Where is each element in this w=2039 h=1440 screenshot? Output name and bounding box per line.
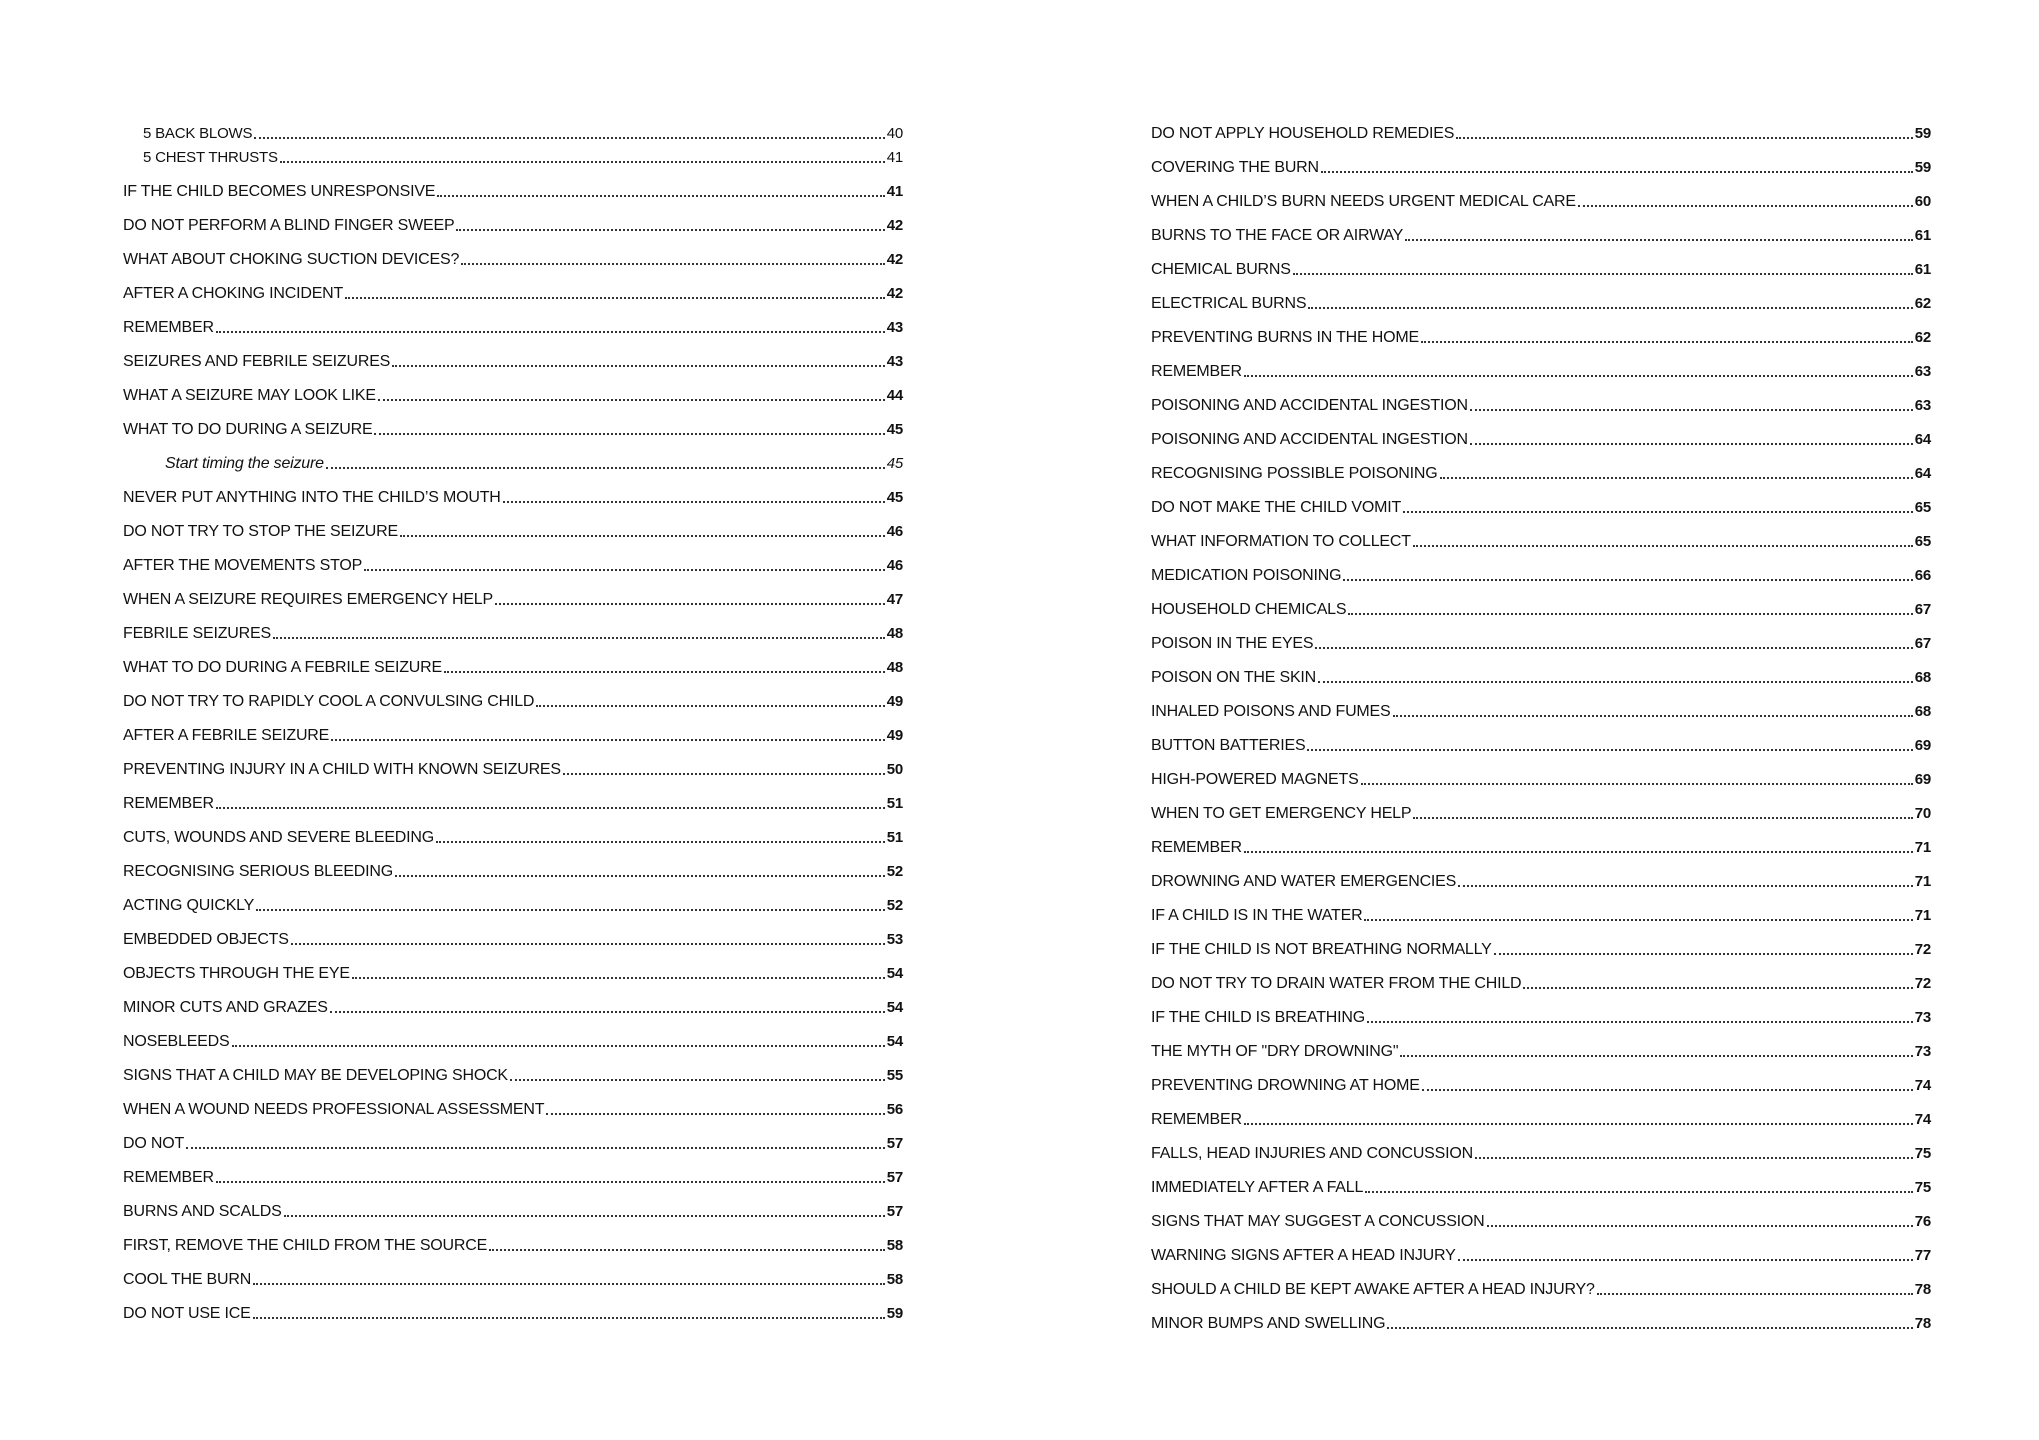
toc-entry-page-number: 62 — [1914, 329, 1931, 346]
toc-entry-title: HOUSEHOLD CHEMICALS — [1151, 601, 1347, 618]
toc-entry — [123, 792, 903, 816]
toc-entry-page-number: 67 — [1914, 635, 1931, 652]
toc-entry — [1151, 360, 1931, 384]
toc-entry-page-number: 74 — [1914, 1077, 1931, 1094]
dot-leader — [536, 704, 884, 707]
dot-leader — [364, 568, 885, 571]
toc-entry — [1151, 870, 1931, 894]
toc-entry-title: PREVENTING INJURY IN A CHILD WITH KNOWN SEIZURES — [123, 761, 561, 778]
dot-leader — [1365, 1190, 1913, 1193]
toc-entry-page-number: 50 — [886, 761, 903, 778]
toc-entry — [1151, 326, 1931, 350]
toc-entry — [1151, 904, 1931, 928]
toc-entry — [123, 1064, 903, 1088]
toc-entry-title: ELECTRICAL BURNS — [1151, 295, 1307, 312]
dot-leader — [256, 908, 885, 911]
toc-entry-page-number: 49 — [886, 727, 903, 744]
toc-entry — [123, 554, 903, 578]
toc-entry-title: NEVER PUT ANYTHING INTO THE CHILD’S MOUTH — [123, 489, 501, 506]
dot-leader — [1393, 714, 1913, 717]
toc-entry — [123, 1234, 903, 1258]
toc-entry — [123, 520, 903, 544]
toc-entry-title: CUTS, WOUNDS AND SEVERE BLEEDING — [123, 829, 434, 846]
toc-entry-title: WHAT ABOUT CHOKING SUCTION DEVICES? — [123, 251, 460, 268]
dot-leader — [1244, 850, 1913, 853]
dot-leader — [489, 1248, 885, 1251]
dot-leader — [273, 636, 885, 639]
toc-entry — [1151, 224, 1931, 248]
dot-leader — [1475, 1156, 1913, 1159]
dot-leader — [1308, 306, 1912, 309]
dot-leader — [1403, 510, 1913, 513]
toc-entry-page-number: 44 — [886, 387, 903, 404]
dot-leader — [331, 738, 885, 741]
toc-entry-page-number: 55 — [886, 1067, 903, 1084]
toc-entry-title: PREVENTING BURNS IN THE HOME — [1151, 329, 1419, 346]
toc-entry-page-number: 78 — [1914, 1281, 1931, 1298]
toc-entry-page-number: 58 — [886, 1271, 903, 1288]
toc-entry — [1151, 632, 1931, 656]
dot-leader — [216, 330, 885, 333]
dot-leader — [1413, 544, 1913, 547]
toc-entry-page-number: 76 — [1914, 1213, 1931, 1230]
toc-entry — [123, 1200, 903, 1224]
toc-entry-page-number: 52 — [886, 897, 903, 914]
toc-entry-title: WARNING SIGNS AFTER A HEAD INJURY — [1151, 1247, 1456, 1264]
toc-entry — [123, 724, 903, 748]
toc-entry-page-number: 41 — [886, 149, 903, 166]
toc-entry-title: DO NOT TRY TO RAPIDLY COOL A CONVULSING CHILD — [123, 693, 535, 710]
dot-leader — [280, 160, 885, 163]
toc-entry-page-number: 70 — [1914, 805, 1931, 822]
toc-entry-title: DO NOT — [123, 1135, 185, 1152]
toc-entry-title: ACTING QUICKLY — [123, 897, 255, 914]
toc-entry-title: OBJECTS THROUGH THE EYE — [123, 965, 350, 982]
toc-entry — [123, 452, 903, 476]
toc-entry-title: Start timing the seizure — [165, 455, 324, 472]
toc-entry-title: FALLS, HEAD INJURIES AND CONCUSSION — [1151, 1145, 1473, 1162]
dot-leader — [1413, 816, 1912, 819]
toc-entry — [1151, 1244, 1931, 1268]
toc-entry-page-number: 46 — [886, 557, 903, 574]
toc-entry — [1151, 836, 1931, 860]
toc-entry — [123, 1268, 903, 1292]
toc-entry-title: NOSEBLEEDS — [123, 1033, 230, 1050]
toc-entry-page-number: 43 — [886, 353, 903, 370]
toc-entry — [123, 690, 903, 714]
dot-leader — [563, 772, 885, 775]
toc-entry-page-number: 62 — [1914, 295, 1931, 312]
toc-entry-page-number: 53 — [886, 931, 903, 948]
toc-entry-page-number: 65 — [1914, 499, 1931, 516]
dot-leader — [330, 1010, 885, 1013]
toc-entry-page-number: 61 — [1914, 261, 1931, 278]
dot-leader — [1421, 340, 1913, 343]
dot-leader — [1307, 748, 1912, 751]
dot-leader — [1470, 408, 1913, 411]
dot-leader — [374, 432, 884, 435]
toc-entry-page-number: 67 — [1914, 601, 1931, 618]
toc-entry-page-number: 63 — [1914, 397, 1931, 414]
dot-leader — [232, 1044, 885, 1047]
toc-entry — [123, 248, 903, 272]
toc-entry-title: REMEMBER — [1151, 363, 1242, 380]
toc-entry-page-number: 45 — [886, 455, 903, 472]
toc-entry — [123, 996, 903, 1020]
toc-entry-page-number: 49 — [886, 693, 903, 710]
dot-leader — [546, 1112, 884, 1115]
toc-entry-page-number: 45 — [886, 421, 903, 438]
toc-entry-page-number: 78 — [1914, 1315, 1931, 1332]
toc-entry-title: DO NOT APPLY HOUSEHOLD REMEDIES — [1151, 125, 1455, 142]
toc-entry — [1151, 1142, 1931, 1166]
toc-entry — [1151, 564, 1931, 588]
toc-entry-page-number: 68 — [1914, 669, 1931, 686]
toc-entry-page-number: 77 — [1914, 1247, 1931, 1264]
toc-entry-title: SHOULD A CHILD BE KEPT AWAKE AFTER A HEAD INJURY? — [1151, 1281, 1595, 1298]
toc-entry-title: WHAT TO DO DURING A FEBRILE SEIZURE — [123, 659, 442, 676]
dot-leader — [1318, 680, 1913, 683]
toc-entry — [123, 860, 903, 884]
toc-entry — [123, 656, 903, 680]
toc-entry-title: RECOGNISING SERIOUS BLEEDING — [123, 863, 394, 880]
toc-entry-title: WHEN A SEIZURE REQUIRES EMERGENCY HELP — [123, 591, 493, 608]
toc-entry-title: AFTER A CHOKING INCIDENT — [123, 285, 344, 302]
toc-entry-title: DO NOT USE ICE — [123, 1305, 251, 1322]
toc-entry-title: WHEN A CHILD’S BURN NEEDS URGENT MEDICAL CARE — [1151, 193, 1576, 210]
toc-entry-title: COOL THE BURN — [123, 1271, 252, 1288]
toc-entry — [123, 758, 903, 782]
toc-entry-title: IF THE CHILD IS BREATHING — [1151, 1009, 1365, 1026]
dot-leader — [1440, 476, 1913, 479]
toc-entry — [123, 180, 903, 204]
dot-leader — [392, 364, 885, 367]
dot-leader — [1494, 952, 1913, 955]
toc-entry-page-number: 48 — [886, 625, 903, 642]
dot-leader — [395, 874, 885, 877]
toc-entry-page-number: 66 — [1914, 567, 1931, 584]
toc-entry-title: RECOGNISING POSSIBLE POISONING — [1151, 465, 1438, 482]
dot-leader — [1487, 1224, 1913, 1227]
dot-leader — [436, 840, 885, 843]
toc-entry-page-number: 46 — [886, 523, 903, 540]
toc-entry — [1151, 292, 1931, 316]
toc-entry — [1151, 802, 1931, 826]
toc-entry-title: SIGNS THAT A CHILD MAY BE DEVELOPING SHOCK — [123, 1067, 508, 1084]
toc-entry-title: BURNS TO THE FACE OR AIRWAY — [1151, 227, 1404, 244]
dot-leader — [444, 670, 885, 673]
dot-leader — [456, 228, 884, 231]
dot-leader — [1244, 1122, 1913, 1125]
toc-entry-page-number: 73 — [1914, 1043, 1931, 1060]
toc-entry — [123, 316, 903, 340]
toc-entry — [1151, 700, 1931, 724]
toc-entry — [123, 588, 903, 612]
toc-entry — [123, 122, 903, 146]
toc-entry — [1151, 1074, 1931, 1098]
toc-entry-page-number: 54 — [886, 1033, 903, 1050]
toc-entry-title: REMEMBER — [123, 795, 214, 812]
toc-entry — [1151, 496, 1931, 520]
dot-leader — [1387, 1326, 1912, 1329]
toc-entry-page-number: 75 — [1914, 1145, 1931, 1162]
dot-leader — [253, 1316, 885, 1319]
toc-entry-page-number: 56 — [886, 1101, 903, 1118]
dot-leader — [284, 1214, 885, 1217]
toc-entry — [1151, 530, 1931, 554]
toc-entry-title: DO NOT PERFORM A BLIND FINGER SWEEP — [123, 217, 455, 234]
toc-entry — [1151, 156, 1931, 180]
toc-entry-page-number: 64 — [1914, 465, 1931, 482]
toc-entry-title: REMEMBER — [123, 1169, 214, 1186]
toc-entry-page-number: 42 — [886, 217, 903, 234]
toc-entry-page-number: 69 — [1914, 737, 1931, 754]
toc-entry — [1151, 122, 1931, 146]
dot-leader — [1321, 170, 1913, 173]
toc-entry-title: REMEMBER — [123, 319, 214, 336]
toc-entry — [1151, 598, 1931, 622]
toc-entry-page-number: 72 — [1914, 975, 1931, 992]
toc-entry-page-number: 73 — [1914, 1009, 1931, 1026]
toc-entry — [123, 928, 903, 952]
toc-entry — [1151, 462, 1931, 486]
toc-entry-page-number: 54 — [886, 999, 903, 1016]
toc-entry-title: 5 CHEST THRUSTS — [143, 149, 278, 166]
toc-entry — [123, 418, 903, 442]
dot-leader — [1364, 918, 1912, 921]
toc-entry-page-number: 57 — [886, 1135, 903, 1152]
toc-entry-page-number: 59 — [886, 1305, 903, 1322]
toc-entry-title: REMEMBER — [1151, 839, 1242, 856]
toc-entry — [1151, 972, 1931, 996]
dot-leader — [254, 136, 884, 139]
toc-entry-title: DO NOT TRY TO DRAIN WATER FROM THE CHILD — [1151, 975, 1522, 992]
toc-entry-title: IF A CHILD IS IN THE WATER — [1151, 907, 1363, 924]
toc-entry-title: WHAT A SEIZURE MAY LOOK LIKE — [123, 387, 376, 404]
dot-leader — [216, 1180, 885, 1183]
toc-entry — [123, 1098, 903, 1122]
toc-entry-page-number: 41 — [886, 183, 903, 200]
toc-entry-title: PREVENTING DROWNING AT HOME — [1151, 1077, 1420, 1094]
dot-leader — [1293, 272, 1913, 275]
toc-entry-title: AFTER A FEBRILE SEIZURE — [123, 727, 330, 744]
toc-entry-title: REMEMBER — [1151, 1111, 1242, 1128]
toc-entry-page-number: 65 — [1914, 533, 1931, 550]
toc-entry-title: FIRST, REMOVE THE CHILD FROM THE SOURCE — [123, 1237, 488, 1254]
dot-leader — [1361, 782, 1913, 785]
dot-leader — [253, 1282, 885, 1285]
dot-leader — [352, 976, 885, 979]
dot-leader — [1367, 1020, 1913, 1023]
toc-entry — [123, 384, 903, 408]
toc-entry — [1151, 1108, 1931, 1132]
toc-entry-title: DROWNING AND WATER EMERGENCIES — [1151, 873, 1457, 890]
toc-entry-page-number: 48 — [886, 659, 903, 676]
toc-entry-page-number: 71 — [1914, 873, 1931, 890]
toc-entry — [1151, 1312, 1931, 1336]
toc-entry — [1151, 428, 1931, 452]
toc-entry — [1151, 394, 1931, 418]
toc-entry-title: SEIZURES AND FEBRILE SEIZURES — [123, 353, 391, 370]
toc-entry-title: AFTER THE MOVEMENTS STOP — [123, 557, 363, 574]
dot-leader — [1458, 1258, 1913, 1261]
dot-leader — [1523, 986, 1912, 989]
toc-entry — [1151, 1210, 1931, 1234]
toc-entry-page-number: 69 — [1914, 771, 1931, 788]
toc-entry — [1151, 1278, 1931, 1302]
dot-leader — [216, 806, 885, 809]
toc-entry-page-number: 68 — [1914, 703, 1931, 720]
toc-entry — [123, 1132, 903, 1156]
toc-entry-title: MINOR CUTS AND GRAZES — [123, 999, 328, 1016]
toc-entry — [123, 622, 903, 646]
dot-leader — [461, 262, 885, 265]
dot-leader — [503, 500, 885, 503]
toc-entry-page-number: 71 — [1914, 839, 1931, 856]
dot-leader — [1315, 646, 1912, 649]
dot-leader — [1422, 1088, 1913, 1091]
dot-leader — [495, 602, 885, 605]
dot-leader — [400, 534, 885, 537]
toc-entry-title: IF THE CHILD BECOMES UNRESPONSIVE — [123, 183, 436, 200]
toc-entry — [1151, 1006, 1931, 1030]
dot-leader — [1458, 884, 1913, 887]
toc-entry-title: 5 BACK BLOWS — [143, 125, 253, 142]
toc-entry-page-number: 47 — [886, 591, 903, 608]
toc-entry-page-number: 75 — [1914, 1179, 1931, 1196]
toc-entry-page-number: 63 — [1914, 363, 1931, 380]
toc-entry-title: IF THE CHILD IS NOT BREATHING NORMALLY — [1151, 941, 1492, 958]
toc-entry-title: EMBEDDED OBJECTS — [123, 931, 289, 948]
dot-leader — [345, 296, 885, 299]
toc-entry-title: INHALED POISONS AND FUMES — [1151, 703, 1391, 720]
dot-leader — [326, 466, 885, 469]
toc-entry — [123, 350, 903, 374]
dot-leader — [378, 398, 885, 401]
toc-entry — [123, 894, 903, 918]
toc-entry-title: POISON ON THE SKIN — [1151, 669, 1317, 686]
dot-leader — [1578, 204, 1913, 207]
toc-entry-title: THE MYTH OF "DRY DROWNING" — [1151, 1043, 1399, 1060]
toc-entry — [1151, 938, 1931, 962]
toc-entry-page-number: 54 — [886, 965, 903, 982]
toc-entry-title: WHEN TO GET EMERGENCY HELP — [1151, 805, 1412, 822]
toc-entry-page-number: 45 — [886, 489, 903, 506]
toc-entry — [1151, 666, 1931, 690]
toc-entry-title: WHAT TO DO DURING A SEIZURE — [123, 421, 373, 438]
toc-entry-title: WHAT INFORMATION TO COLLECT — [1151, 533, 1411, 550]
toc-entry-title: WHEN A WOUND NEEDS PROFESSIONAL ASSESSMENT — [123, 1101, 545, 1118]
toc-entry — [1151, 258, 1931, 282]
toc-entry — [1151, 768, 1931, 792]
toc-entry-page-number: 57 — [886, 1169, 903, 1186]
toc-entry-title: BURNS AND SCALDS — [123, 1203, 282, 1220]
toc-entry-page-number: 64 — [1914, 431, 1931, 448]
toc-entry — [1151, 1176, 1931, 1200]
toc-entry-title: DO NOT TRY TO STOP THE SEIZURE — [123, 523, 398, 540]
toc-entry-title: BUTTON BATTERIES — [1151, 737, 1306, 754]
toc-entry-title: MEDICATION POISONING — [1151, 567, 1342, 584]
toc-entry-page-number: 58 — [886, 1237, 903, 1254]
toc-entry-page-number: 42 — [886, 251, 903, 268]
dot-leader — [1244, 374, 1913, 377]
toc-entry-title: FEBRILE SEIZURES — [123, 625, 271, 642]
toc-entry — [123, 962, 903, 986]
toc-entry — [123, 146, 903, 170]
toc-entry — [123, 282, 903, 306]
toc-entry-title: POISONING AND ACCIDENTAL INGESTION — [1151, 397, 1468, 414]
dot-leader — [1405, 238, 1913, 241]
toc-entry-page-number: 51 — [886, 829, 903, 846]
toc-entry-title: CHEMICAL BURNS — [1151, 261, 1291, 278]
toc-entry — [123, 214, 903, 238]
toc-entry — [123, 486, 903, 510]
toc-entry-title: MINOR BUMPS AND SWELLING — [1151, 1315, 1386, 1332]
toc-entry — [123, 826, 903, 850]
toc-entry-page-number: 59 — [1914, 125, 1931, 142]
toc-entry-title: SIGNS THAT MAY SUGGEST A CONCUSSION — [1151, 1213, 1485, 1230]
toc-entry-page-number: 60 — [1914, 193, 1931, 210]
toc-entry-title: POISON IN THE EYES — [1151, 635, 1314, 652]
toc-entry — [123, 1166, 903, 1190]
toc-entry-page-number: 72 — [1914, 941, 1931, 958]
toc-entry-page-number: 61 — [1914, 227, 1931, 244]
toc-entry-title: HIGH-POWERED MAGNETS — [1151, 771, 1359, 788]
toc-entry — [123, 1030, 903, 1054]
toc-entry-page-number: 43 — [886, 319, 903, 336]
dot-leader — [1400, 1054, 1912, 1057]
dot-leader — [1343, 578, 1912, 581]
toc-entry-page-number: 74 — [1914, 1111, 1931, 1128]
toc-entry-page-number: 52 — [886, 863, 903, 880]
dot-leader — [437, 194, 884, 197]
toc-entry-page-number: 51 — [886, 795, 903, 812]
dot-leader — [1597, 1292, 1913, 1295]
dot-leader — [510, 1078, 885, 1081]
toc-entry-page-number: 42 — [886, 285, 903, 302]
toc-entry-title: COVERING THE BURN — [1151, 159, 1319, 176]
toc-entry — [1151, 190, 1931, 214]
toc-entry-title: DO NOT MAKE THE CHILD VOMIT — [1151, 499, 1402, 516]
dot-leader — [1456, 136, 1912, 139]
toc-entry — [123, 1302, 903, 1326]
toc-entry — [1151, 734, 1931, 758]
toc-entry-page-number: 71 — [1914, 907, 1931, 924]
dot-leader — [291, 942, 885, 945]
dot-leader — [1470, 442, 1913, 445]
toc-entry-page-number: 59 — [1914, 159, 1931, 176]
dot-leader — [1348, 612, 1912, 615]
toc-entry-title: IMMEDIATELY AFTER A FALL — [1151, 1179, 1364, 1196]
dot-leader — [186, 1146, 885, 1149]
toc-entry-page-number: 57 — [886, 1203, 903, 1220]
toc-entry-title: POISONING AND ACCIDENTAL INGESTION — [1151, 431, 1468, 448]
toc-entry-page-number: 40 — [886, 125, 903, 142]
toc-entry — [1151, 1040, 1931, 1064]
